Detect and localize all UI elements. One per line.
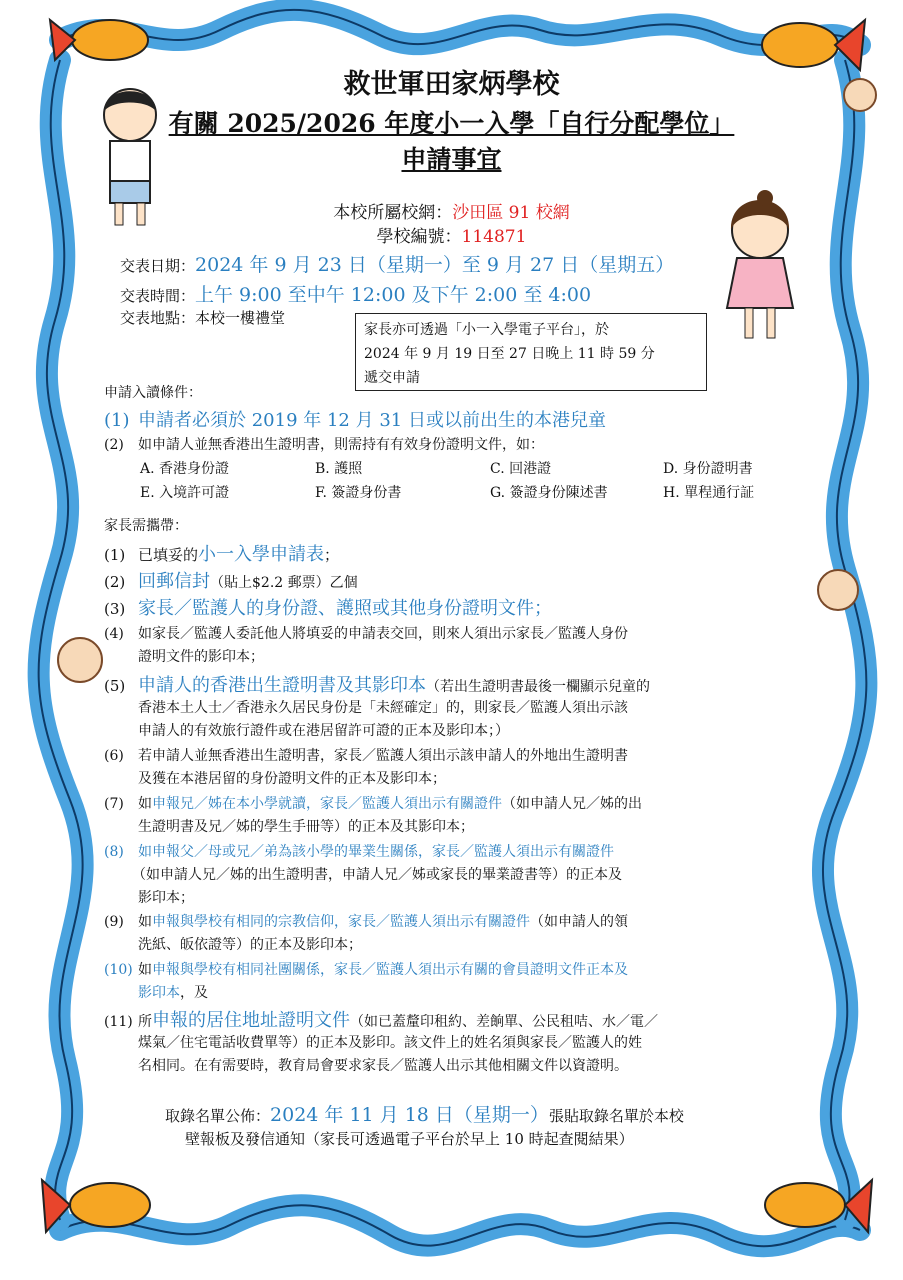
id-doc-e: E. 入境許可證: [140, 485, 230, 501]
item-8-line-3: 影印本；: [138, 890, 194, 906]
online-submission-notice: [355, 313, 707, 391]
item-5: (5) 申請人的香港出生證明書及其影印本（若出生證明書最後一欄顯示兒童的: [104, 675, 650, 696]
item-5-line-2: 香港本土人士／香港永久居民身份是「未經確定」的，則家長／監護人須出示該: [138, 700, 628, 716]
item-1: (1) 已填妥的小一入學申請表；: [104, 544, 340, 565]
title-line-2: 申請事宜: [401, 145, 502, 174]
item-6: (6) 若申請人並無香港出生證明書，家長／監護人須出示該申請人的外地出生證明書: [104, 748, 628, 764]
submit-time: 交表時間：上午 9:00 至中午 12:00 及下午 2:00 至 4:00: [120, 284, 592, 306]
id-doc-d: D. 身份證明書: [663, 461, 753, 477]
fish-decoration-bottom-right: [765, 1180, 872, 1232]
bring-heading: 家長需攜帶：: [104, 518, 188, 534]
item-7: (7) 如申報兄／姊在本小學就讀，家長／監護人須出示有關證件（如申請人兄／姊的出: [104, 796, 642, 812]
id-doc-f: F. 簽證身份書: [315, 485, 402, 501]
item-4-line-2: 證明文件的影印本；: [138, 649, 264, 665]
item-2: (2) 回郵信封（貼上$2.2 郵票）乙個: [104, 571, 358, 592]
school-code: 學校編號：114871: [376, 227, 527, 247]
item-10: (10) 如申報與學校有相同社團關係，家長／監護人須出示有關的會員證明文件正本及: [104, 962, 628, 978]
item-5-line-3: 申請人的有效旅行證件或在港居留許可證的正本及影印本；）: [138, 723, 509, 739]
condition-2: (2) 如申請人並無香港出生證明書，則需持有有效身份證明文件，如：: [104, 437, 544, 453]
item-9-line-2: 洗紙、皈依證等）的正本及影印本；: [138, 937, 362, 953]
submit-date: 交表日期：2024 年 9 月 23 日（星期一）至 9 月 27 日（星期五）: [120, 254, 675, 276]
notice-line-3: 遞交申請: [364, 370, 420, 386]
condition-1: (1) 申請者必須於 2019 年 12 月 31 日或以前出生的本港兒童: [104, 410, 606, 431]
item-11: (11) 所申報的居住地址證明文件（如已蓋釐印租約、差餉單、公民租咭、水／電／: [104, 1010, 658, 1031]
school-name: 救世軍田家炳學校: [343, 69, 560, 100]
result-announcement: 取錄名單公佈：2024 年 11 月 18 日（星期一）張貼取錄名單於本校: [165, 1104, 684, 1126]
id-doc-g: G. 簽證身份陳述書: [490, 485, 608, 501]
notice-line-2: 2024 年 9 月 19 日至 27 日晚上 11 時 59 分: [364, 346, 655, 362]
id-doc-a: A. 香港身份證: [140, 461, 230, 477]
notice-line-1: 家長亦可透過「小一入學電子平台」，於: [364, 322, 609, 338]
id-doc-c: C. 回港證: [490, 461, 552, 477]
item-6-line-2: 及獲在本港居留的身份證明文件的正本及影印本；: [138, 771, 446, 787]
id-doc-b: B. 護照: [315, 461, 363, 477]
conditions-heading: 申請入讀條件：: [104, 385, 202, 401]
item-3: (3) 家長／監護人的身份證、護照或其他身份證明文件；: [104, 598, 552, 619]
item-10-line-2: 影印本，及: [138, 985, 208, 1001]
item-7-line-2: 生證明書及兄／姊的學生手冊等）的正本及其影印本；: [138, 819, 474, 835]
title-line-1: 有關 2025/2026 年度小一入學「自行分配學位」: [168, 109, 735, 138]
shell-decoration-left: [58, 638, 102, 682]
fish-decoration-top-left: [50, 20, 148, 60]
fish-decoration-bottom-left: [42, 1180, 150, 1232]
item-4: (4) 如家長／監護人委託他人將填妥的申請表交回，則來人須出示家長／監護人身份: [104, 626, 628, 642]
school-net: 本校所屬校網：沙田區 91 校網: [333, 203, 570, 223]
item-11-line-2: 煤氣／住宅電話收費單等）的正本及影印。該文件上的姓名須與家長／監護人的姓: [138, 1035, 642, 1051]
id-doc-h: H. 單程通行証: [663, 485, 755, 501]
result-announcement-line-2: 壁報板及發信通知（家長可透過電子平台於早上 10 時起查閱結果）: [185, 1130, 634, 1148]
item-8: (8) 如申報父／母或兄／弟為該小學的畢業生關係，家長／監護人須出示有關證件: [104, 844, 614, 860]
shell-decoration-right: [818, 570, 858, 610]
item-9: (9) 如申報與學校有相同的宗教信仰，家長／監護人須出示有關證件（如申請人的領: [104, 914, 628, 930]
item-11-line-3: 名相同。在有需要時，教育局會要求家長／監護人出示其他相關文件以資證明。: [138, 1058, 628, 1074]
submit-place: 交表地點：本校一樓禮堂: [120, 309, 286, 327]
item-8-line-2: （如申請人兄／姊的出生證明書，申請人兄／姊或家長的畢業證書等）的正本及: [132, 867, 622, 883]
